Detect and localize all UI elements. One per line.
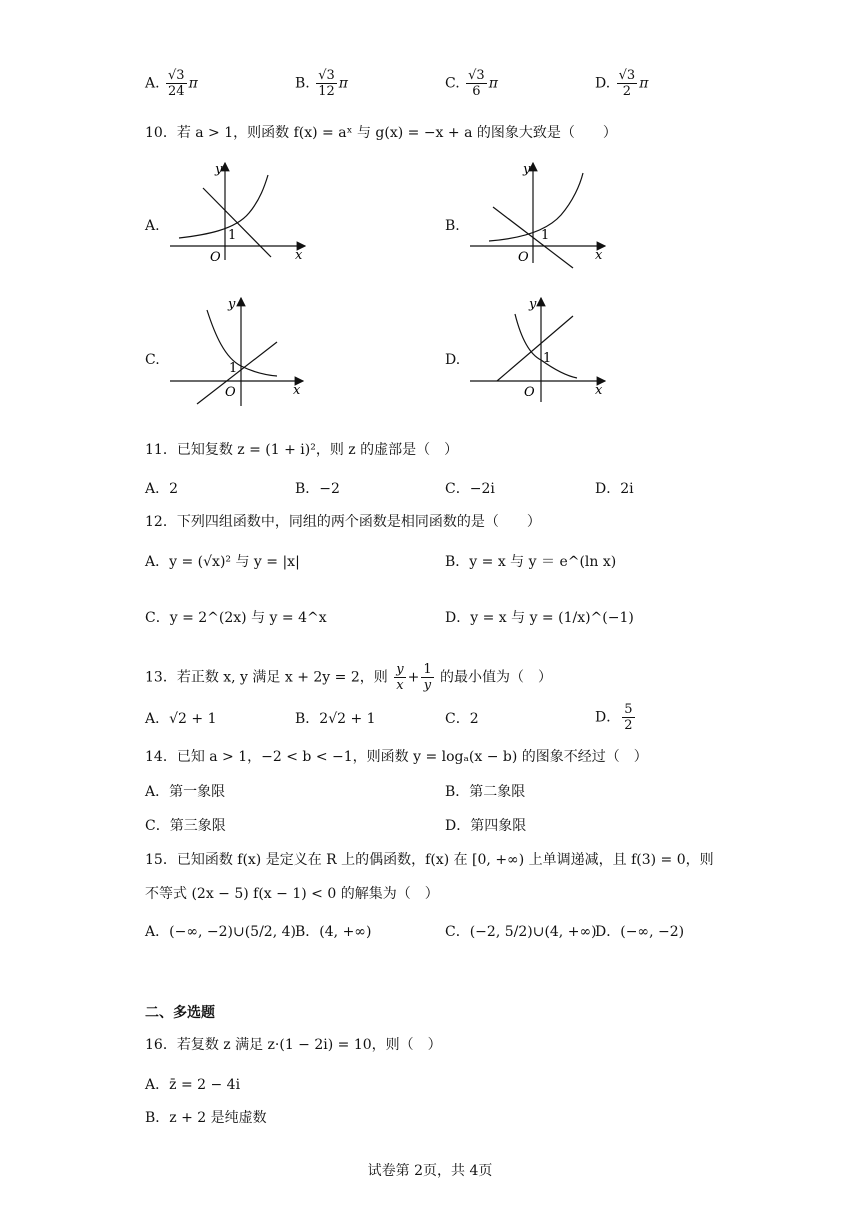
q10-label-b: B.: [445, 218, 460, 234]
option-letter: A.: [145, 75, 160, 92]
q14-option-b: [445, 782, 525, 802]
q11-option-c: [445, 479, 495, 499]
y-label: y: [523, 162, 531, 177]
numerator: 5: [624, 702, 633, 717]
option-text: 第三象限: [169, 818, 226, 834]
q15-stem-line2: 不等式 (2x − 5) f(x − 1) < 0 的解集为（ ）: [145, 886, 439, 902]
option-letter: B．: [295, 924, 320, 940]
option-letter: B．: [445, 784, 470, 800]
denominator: 24: [168, 84, 185, 99]
exponential-curve: [489, 173, 583, 241]
y-label: y: [228, 297, 236, 312]
q12-option-d: [445, 608, 634, 628]
option-text: √2 + 1: [169, 711, 217, 727]
x-label: x: [295, 248, 303, 263]
option-text: y = x 与 y = (1/x)^(−1): [470, 610, 634, 626]
q16-stem: 16．若复数 z 满足 z·(1 − 2i) = 10，则（ ）: [145, 1037, 442, 1053]
q9-option-c: [445, 68, 498, 99]
fraction: [617, 68, 638, 99]
q13-option-d: [595, 702, 637, 733]
option-letter: D.: [595, 75, 611, 92]
decaying-curve: [515, 314, 577, 378]
q10-label-a: A.: [145, 218, 160, 234]
option-text: 第四象限: [470, 818, 527, 834]
q12-option-a: [145, 552, 300, 572]
x-label: x: [595, 383, 603, 398]
denominator: 2: [622, 84, 632, 99]
q10-graph-a: [165, 155, 315, 265]
q10-label-c: C.: [145, 352, 160, 368]
option-text: −2i: [469, 481, 495, 497]
q10-graph-c: [165, 290, 315, 408]
q15-option-c: [445, 922, 597, 942]
decreasing-line: [203, 188, 271, 257]
option-letter: D．: [445, 610, 471, 626]
q10-graph-d: [465, 290, 615, 408]
q15-option-a: [145, 922, 296, 942]
pi-symbol: π: [338, 75, 348, 92]
section-heading: 二、多选题: [145, 1005, 215, 1021]
numerator: √3: [318, 68, 335, 83]
option-text: 2: [469, 711, 479, 727]
q9-option-d: [595, 68, 648, 99]
option-text: 2i: [620, 481, 634, 497]
q14-stem: 14．已知 a > 1，−2 < b < −1，则函数 y = logₐ(x − b) 的图象不经过（ ）: [145, 749, 648, 765]
denominator: y: [423, 678, 432, 693]
y-label: y: [215, 162, 223, 177]
numerator: √3: [168, 68, 185, 83]
x-label: x: [595, 248, 603, 263]
q9-option-a: [145, 68, 198, 99]
pi-symbol: π: [188, 75, 198, 92]
one-label: 1: [541, 228, 550, 243]
option-letter: D．: [595, 709, 621, 726]
q14-option-c: [145, 816, 226, 836]
option-text: (−∞, −2)∪(5/2, 4): [169, 924, 296, 940]
origin-label: O: [518, 250, 529, 265]
increasing-line: [497, 316, 573, 381]
q14-option-a: [145, 782, 225, 802]
option-letter: A．: [145, 924, 170, 940]
q14-option-d: [445, 816, 526, 836]
q15-stem-line1: 15．已知函数 f(x) 是定义在 R 上的偶函数，f(x) 在 [0, +∞) 上单调递减，且 f(3) = 0，则: [145, 852, 714, 868]
q9-option-b: [295, 68, 348, 99]
option-letter: C．: [145, 610, 170, 626]
option-letter: A．: [145, 784, 170, 800]
numerator: y: [396, 662, 404, 677]
decaying-curve: [207, 310, 277, 376]
option-text: 2√2 + 1: [319, 711, 376, 727]
pi-symbol: π: [488, 75, 498, 92]
fraction: [316, 68, 337, 99]
q15-option-d: [595, 922, 684, 942]
x-label: x: [293, 383, 301, 398]
exponential-curve: [179, 175, 268, 238]
fraction: [466, 68, 487, 99]
option-text: 第一象限: [169, 784, 226, 800]
option-letter: B.: [295, 75, 310, 92]
option-letter: C．: [445, 924, 470, 940]
option-letter: C．: [445, 481, 470, 497]
fraction: [394, 662, 405, 693]
q16-option-b: [145, 1108, 267, 1128]
q11-option-a: [145, 479, 178, 499]
q13-stem: 13．若正数 x, y 满足 x + 2y = 2，则 $\frac{y}{x}$ + $\frac{1}{y}$ 的最小值为（ ）: [145, 662, 553, 693]
fraction: [622, 702, 634, 733]
numerator: √3: [618, 68, 636, 83]
option-letter: B．: [295, 481, 320, 497]
origin-label: O: [524, 385, 535, 400]
numerator: √3: [468, 68, 485, 83]
option-text: y = (√x)² 与 y = |x|: [169, 554, 300, 570]
q13-option-a: [145, 709, 217, 729]
option-text: 2: [169, 481, 179, 497]
option-letter: C．: [445, 711, 470, 727]
stem-text: 的最小值为（ ）: [440, 669, 553, 686]
option-text: y = x 与 y ＝ e^(ln x): [469, 554, 617, 570]
option-letter: A．: [145, 481, 170, 497]
q10-label-d: D.: [445, 352, 461, 368]
q13-option-c: [445, 709, 479, 729]
option-letter: C.: [445, 75, 460, 92]
fraction: [166, 68, 187, 99]
q12-stem: 12．下列四组函数中，同组的两个函数是相同函数的是（ ）: [145, 514, 541, 530]
option-letter: D．: [595, 481, 621, 497]
option-letter: D．: [595, 924, 621, 940]
option-letter: B．: [445, 554, 470, 570]
q10-graph-b: [465, 155, 615, 270]
option-text: z + 2 是纯虚数: [169, 1110, 267, 1126]
option-text: −2: [319, 481, 340, 497]
origin-label: O: [210, 250, 221, 265]
stem-text: 13．若正数 x, y 满足 x + 2y = 2，则: [145, 669, 388, 686]
q16-option-a: [145, 1075, 240, 1095]
origin-label: O: [225, 385, 236, 400]
option-letter: B．: [295, 711, 320, 727]
option-letter: B．: [145, 1110, 170, 1126]
denominator: 2: [624, 718, 633, 733]
one-label: 1: [229, 361, 238, 376]
pi-symbol: π: [639, 75, 649, 92]
one-label: 1: [543, 351, 552, 366]
q11-stem: 11．已知复数 z = (1 + i)²，则 z 的虚部是（ ）: [145, 442, 459, 458]
y-label: y: [529, 297, 537, 312]
option-text: y = 2^(2x) 与 y = 4^x: [169, 610, 327, 626]
option-letter: A．: [145, 1077, 170, 1093]
option-letter: D．: [445, 818, 471, 834]
option-text: (4, +∞): [319, 924, 372, 940]
denominator: x: [396, 678, 404, 693]
option-text: z̄ = 2 − 4i: [169, 1077, 241, 1093]
q11-option-d: [595, 479, 634, 499]
denominator: 6: [472, 84, 481, 99]
option-text: (−2, 5/2)∪(4, +∞): [469, 924, 597, 940]
q12-option-c: [145, 608, 327, 628]
q13-option-b: [295, 709, 376, 729]
denominator: 12: [318, 84, 335, 99]
q10-stem: 10．若 a > 1，则函数 f(x) = aˣ 与 g(x) = −x + a 的图象大致是（ ）: [145, 125, 617, 141]
option-text: (−∞, −2): [620, 924, 685, 940]
option-letter: C．: [145, 818, 170, 834]
option-letter: A．: [145, 554, 170, 570]
numerator: 1: [423, 662, 432, 677]
fraction: [421, 662, 433, 693]
q11-option-b: [295, 479, 340, 499]
option-letter: A．: [145, 711, 170, 727]
q15-option-b: [295, 922, 371, 942]
one-label: 1: [228, 228, 237, 243]
q12-option-b: [445, 552, 616, 572]
option-text: 第二象限: [469, 784, 526, 800]
page-footer: 试卷第 2页，共 4页: [367, 1163, 493, 1179]
